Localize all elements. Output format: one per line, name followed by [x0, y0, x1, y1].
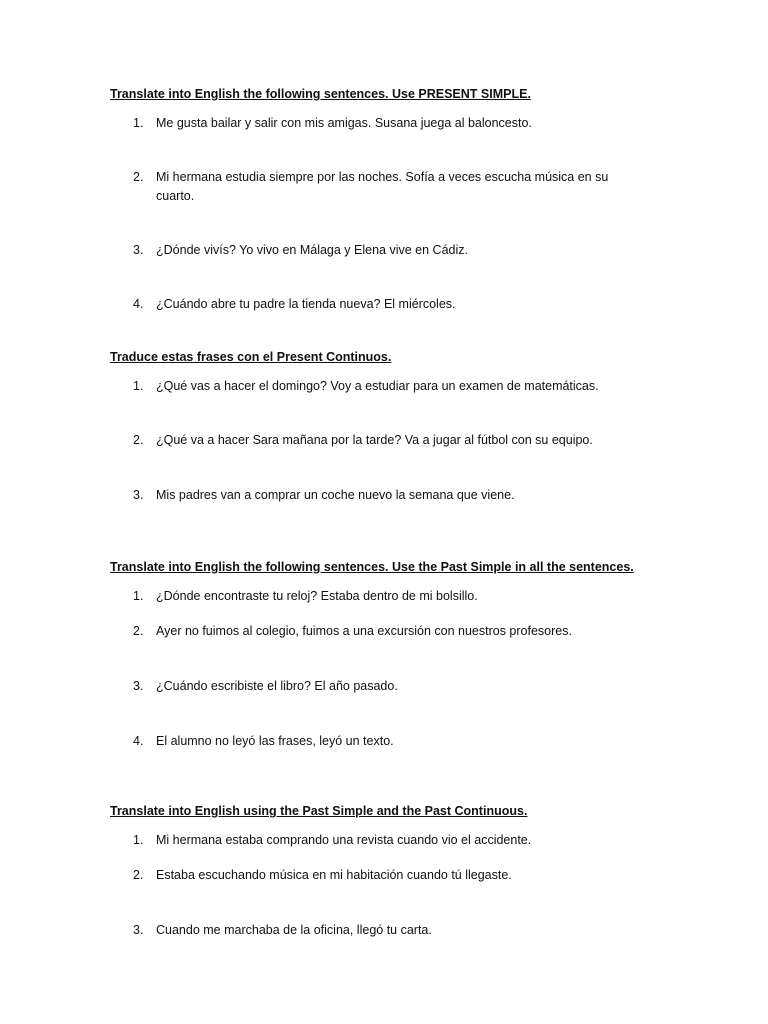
item-number: 4. [133, 734, 144, 748]
item-text: Ayer no fuimos al colegio, fuimos a una excursión con nuestros profesores. [156, 624, 572, 638]
list-item [133, 677, 633, 696]
list-item [133, 732, 633, 751]
list-item [133, 831, 633, 850]
section-3-heading: Translate into English the following sentences. Use the Past Simple in all the sentences. [110, 560, 634, 574]
item-text: Cuando me marchaba de la oficina, llegó tu carta. [156, 923, 432, 937]
item-number: 2. [133, 868, 144, 882]
list-item [133, 295, 633, 314]
list-item [133, 622, 633, 641]
item-number: 4. [133, 297, 144, 311]
item-text: ¿Cuándo escribiste el libro? El año pasado. [156, 679, 398, 693]
item-number: 3. [133, 243, 144, 257]
section-1-heading: Translate into English the following sentences. Use PRESENT SIMPLE. [110, 87, 531, 101]
list-item [133, 241, 633, 260]
list-item [133, 587, 633, 606]
list-item [133, 377, 633, 396]
list-item [133, 921, 633, 940]
item-number: 3. [133, 488, 144, 502]
item-number: 2. [133, 624, 144, 638]
item-text: ¿Cuándo abre tu padre la tienda nueva? El miércoles. [156, 297, 456, 311]
section-4-heading: Translate into English using the Past Simple and the Past Continuous. [110, 804, 528, 818]
item-text: Me gusta bailar y salir con mis amigas. Susana juega al baloncesto. [156, 116, 532, 130]
list-item [133, 866, 633, 885]
item-text: ¿Qué va a hacer Sara mañana por la tarde? Va a jugar al fútbol con su equipo. [156, 433, 593, 447]
item-number: 1. [133, 589, 144, 603]
item-number: 1. [133, 379, 144, 393]
section-2-heading: Traduce estas frases con el Present Continuos. [110, 350, 392, 364]
item-text: Mi hermana estaba comprando una revista cuando vio el accidente. [156, 833, 532, 847]
item-text: ¿Dónde encontraste tu reloj? Estaba dentro de mi bolsillo. [156, 589, 478, 603]
item-number: 2. [133, 170, 144, 184]
item-number: 2. [133, 433, 144, 447]
list-item [133, 168, 633, 206]
list-item [133, 486, 633, 505]
item-text: Mi hermana estudia siempre por las noches. Sofía a veces escucha música en su cuarto. [156, 170, 609, 203]
list-item [133, 114, 633, 133]
item-text: El alumno no leyó las frases, leyó un texto. [156, 734, 394, 748]
item-text: ¿Dónde vivís? Yo vivo en Málaga y Elena vive en Cádiz. [156, 243, 468, 257]
item-number: 1. [133, 116, 144, 130]
item-number: 3. [133, 923, 144, 937]
item-text: ¿Qué vas a hacer el domingo? Voy a estudiar para un examen de matemáticas. [156, 379, 599, 393]
item-text: Mis padres van a comprar un coche nuevo la semana que viene. [156, 488, 515, 502]
item-number: 3. [133, 679, 144, 693]
item-number: 1. [133, 833, 144, 847]
item-text: Estaba escuchando música en mi habitación cuando tú llegaste. [156, 868, 512, 882]
list-item [133, 431, 633, 450]
